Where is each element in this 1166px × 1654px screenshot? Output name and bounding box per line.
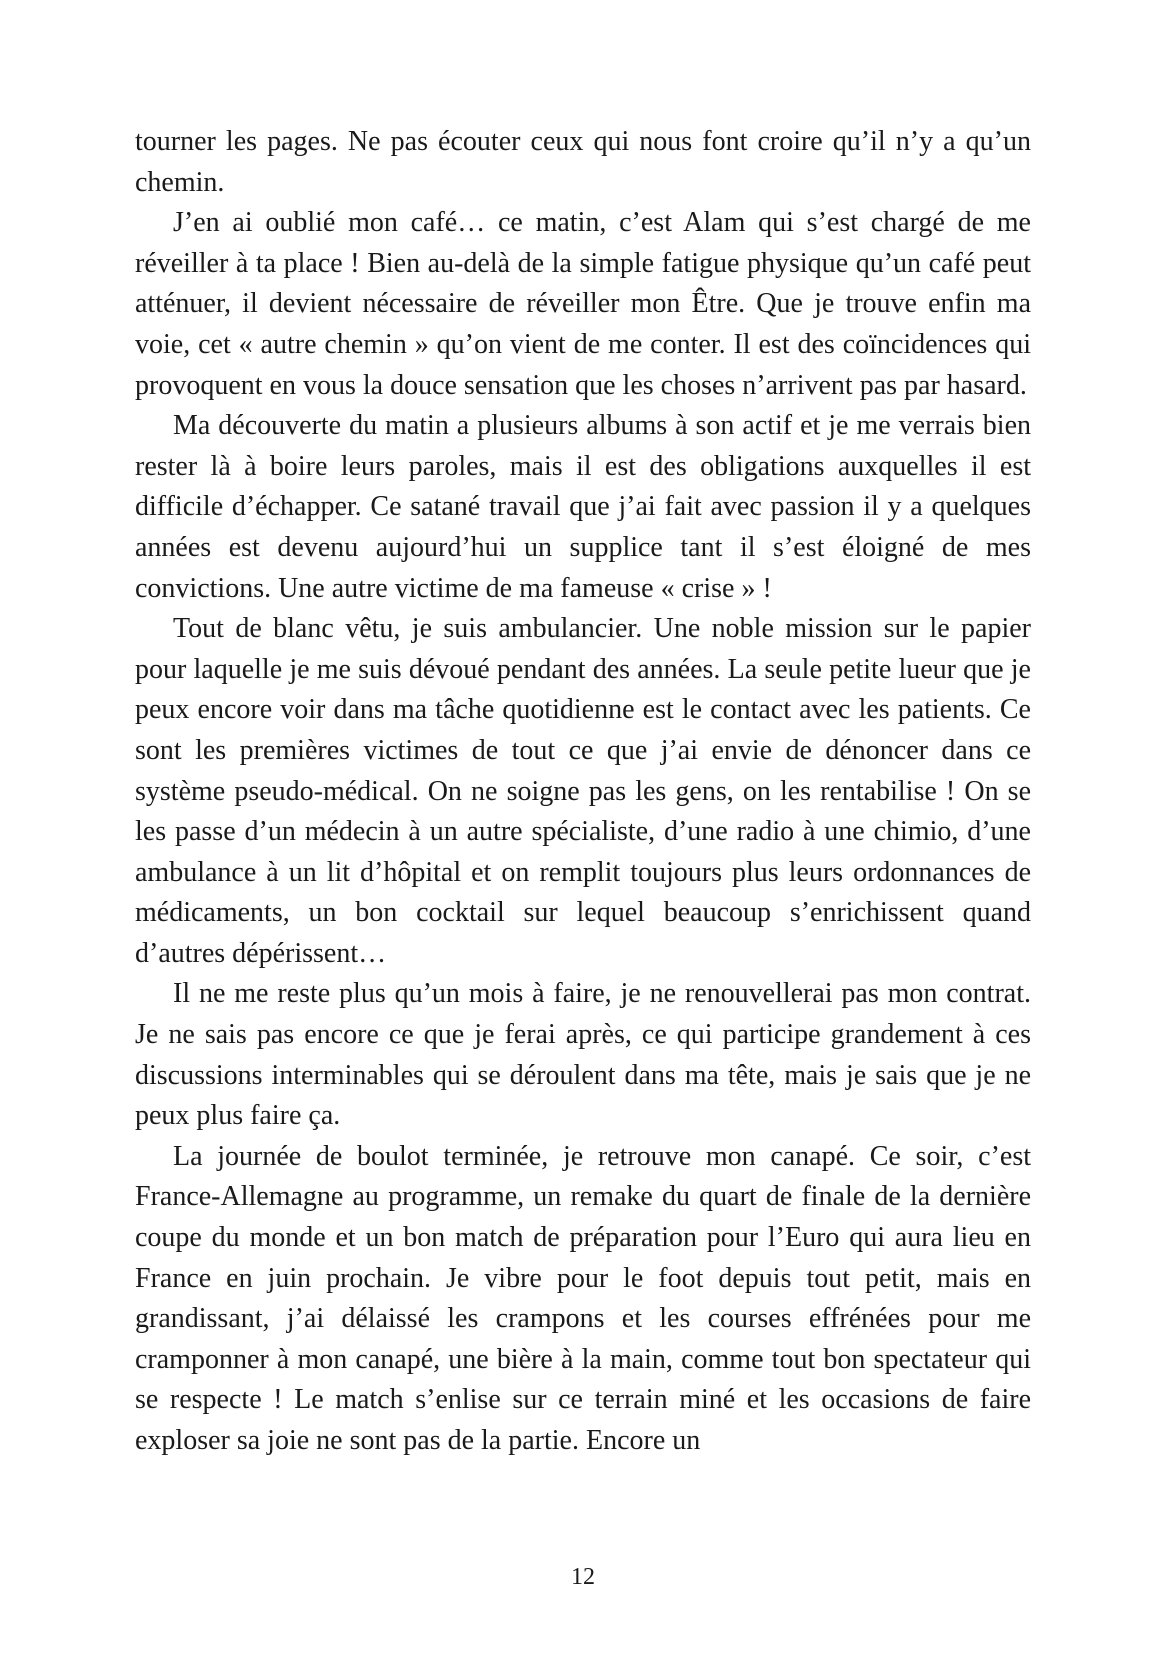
body-text (135, 122, 1031, 1462)
paragraph: Il ne me reste plus qu’un mois à faire, je ne renouvellerai pas mon contrat. Je ne sais pas encore ce que je ferai après, ce qui participe grandement à ces discussions interminables qui se déroulent dans ma tête, mais je sais que je ne peux plus faire ça. (135, 978, 1031, 1132)
paragraph-continued: tourner les pages. Ne pas écouter ceux qui nous font croire qu’il n’y a qu’un chemin. (135, 126, 1031, 198)
paragraph: La journée de boulot terminée, je retrouve mon canapé. Ce soir, c’est France-Allemagne au programme, un remake du quart de finale de la dernière coupe du monde et un bon match de préparation pour l’Euro qui aura lieu en France en juin prochain. Je vibre pour le foot depuis tout petit, mais en grandissant, j’ai délaissé les crampons et les courses effrénées pour me cramponner à mon canapé, une bière à la main, comme tout bon spectateur qui se respecte ! Le match s’enlise sur ce terrain miné et les occasions de faire exploser sa joie ne sont pas de la partie. Encore un (135, 1140, 1031, 1456)
paragraph: Ma découverte du matin a plusieurs albums à son actif et je me verrais bien rester là à boire leurs paroles, mais il est des obligations auxquelles il est difficile d’échapper. Ce satané travail que j’ai fait avec passion il y a quelques années est devenu aujourd’hui un supplice tant il s’est éloigné de mes convictions. Une autre victime de ma fameuse « crise » ! (135, 410, 1031, 604)
page-number: 12 (571, 1564, 595, 1590)
paragraph: Tout de blanc vêtu, je suis ambulancier. Une noble mission sur le papier pour laquelle je me suis dévoué pendant des années. La seule petite lueur que je peux encore voir dans ma tâche quotidienne est le contact avec les patients. Ce sont les premières victimes de tout ce que j’ai envie de dénoncer dans ce système pseudo-médical. On ne soigne pas les gens, on les rentabilise ! On se les passe d’un médecin à un autre spécialiste, d’une radio à une chimio, d’une ambulance à un lit d’hôpital et on remplit toujours plus leurs ordonnances de médicaments, un bon cocktail sur lequel beaucoup s’enrichissent quand d’autres dépérissent… (135, 613, 1031, 969)
paragraph: J’en ai oublié mon café… ce matin, c’est Alam qui s’est chargé de me réveiller à ta place ! Bien au-delà de la simple fatigue physique qu’un café peut atténuer, il devient nécessaire de réveiller mon Être. Que je trouve enfin ma voie, cet « autre chemin » qu’on vient de me conter. Il est des coïncidences qui provoquent en vous la douce sensation que les choses n’arrivent pas par hasard. (135, 207, 1031, 401)
